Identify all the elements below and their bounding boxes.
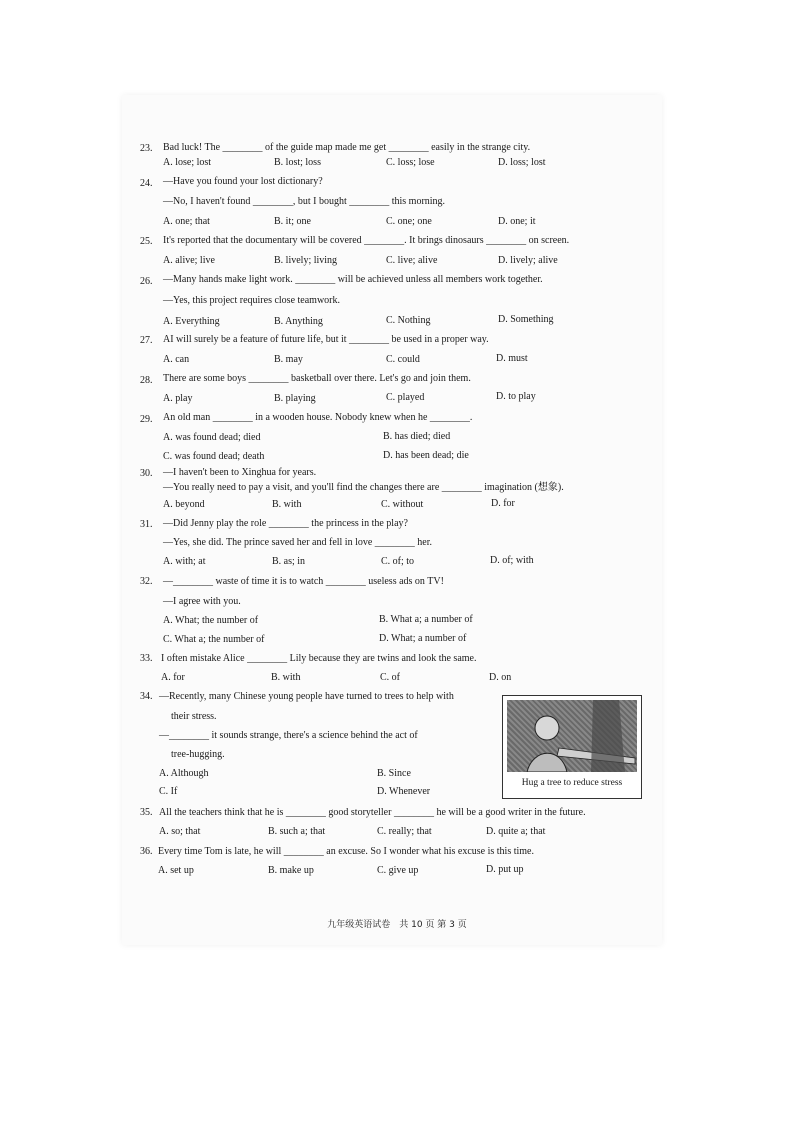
- question-number: 32.: [140, 576, 153, 587]
- question-stem: —Many hands make light work. ________ will be achieved unless all members work together.: [163, 274, 543, 285]
- option-c: C. was found dead; death: [163, 451, 265, 462]
- option-c: C. give up: [377, 865, 419, 876]
- page-footer: 九年级英语试卷 共 10 页 第 3 页: [327, 920, 467, 930]
- option-b: B. playing: [274, 393, 316, 404]
- question-stem: AI will surely be a feature of future life, but it ________ be used in a proper way.: [163, 334, 489, 345]
- option-d: D. quite a; that: [486, 826, 546, 837]
- option-b: B. such a; that: [268, 826, 326, 837]
- question-number: 36.: [140, 846, 153, 857]
- question-number: 27.: [140, 335, 153, 346]
- option-c: C. could: [386, 354, 420, 365]
- option-a: A. Everything: [163, 316, 220, 327]
- option-b: B. make up: [268, 865, 314, 876]
- question-stem-2: —Yes, this project requires close teamwork.: [163, 295, 341, 306]
- question-stem: —________ waste of time it is to watch ________ useless ads on TV!: [163, 576, 444, 587]
- option-d: D. Something: [498, 314, 554, 325]
- option-a: A. Although: [159, 768, 209, 779]
- question-number: 29.: [140, 414, 153, 425]
- question-stem-2: —Yes, she did. The prince saved her and fell in love ________ her.: [163, 537, 433, 548]
- option-b: B. has died; died: [383, 431, 451, 442]
- figure-caption: Hug a tree to reduce stress: [521, 778, 623, 788]
- option-b: B. Since: [377, 768, 411, 779]
- question-number: 26.: [140, 276, 153, 287]
- option-d: D. of; with: [490, 555, 534, 566]
- option-c: C. without: [381, 499, 424, 510]
- option-c: C. Nothing: [386, 315, 431, 326]
- question-stem: —Recently, many Chinese young people have turned to trees to help with: [159, 691, 454, 702]
- question-stem-2: —________ it sounds strange, there's a science behind the act of: [159, 730, 418, 741]
- question-number: 24.: [140, 178, 153, 189]
- option-b: B. lively; living: [274, 255, 338, 266]
- option-a: A. with; at: [163, 556, 206, 567]
- option-d: D. to play: [496, 391, 536, 402]
- option-a: A. What; the number of: [163, 615, 259, 626]
- question-stem: Bad luck! The ________ of the guide map made me get ________ easily in the strange city.: [163, 142, 531, 153]
- option-a: A. set up: [158, 865, 194, 876]
- question-stem: An old man ________ in a wooden house. Nobody knew when he ________.: [163, 412, 473, 423]
- option-a: A. alive; live: [163, 255, 215, 266]
- option-a: A. lose; lost: [163, 157, 212, 168]
- tree-hug-figure: [502, 695, 642, 799]
- option-c: C. What a; the number of: [163, 634, 265, 645]
- option-d: D. Whenever: [377, 786, 431, 797]
- option-c: C. of; to: [381, 556, 415, 567]
- option-d: D. put up: [486, 864, 524, 875]
- question-stem: It's reported that the documentary will be covered ________. It brings dinosaurs ________ on screen.: [163, 235, 570, 246]
- question-number: 23.: [140, 143, 153, 154]
- question-stem-2: —You really need to pay a visit, and you'll find the changes there are ________ imagination (想象).: [163, 482, 564, 493]
- option-c: C. really; that: [377, 826, 432, 837]
- tree-hug-photo: [507, 700, 637, 772]
- question-number: 25.: [140, 236, 153, 247]
- option-d: D. lively; alive: [498, 255, 558, 266]
- question-stem: —Did Jenny play the role ________ the princess in the play?: [163, 518, 408, 529]
- option-a: A. so; that: [159, 826, 201, 837]
- question-stem-2: —No, I haven't found ________, but I bought ________ this morning.: [163, 196, 446, 207]
- option-c: C. played: [386, 392, 425, 403]
- option-b: B. may: [274, 354, 303, 365]
- question-number: 34.: [140, 691, 153, 702]
- question-stem: I often mistake Alice ________ Lily because they are twins and look the same.: [161, 653, 477, 664]
- question-stem: There are some boys ________ basketball over there. Let's go and join them.: [163, 373, 471, 384]
- option-d: D. What; a number of: [379, 633, 467, 644]
- question-number: 28.: [140, 375, 153, 386]
- question-stem: All the teachers think that he is ________ good storyteller ________ he will be a good writer in the future.: [159, 807, 586, 818]
- option-a: A. play: [163, 393, 193, 404]
- question-stem-2-cont: tree-hugging.: [171, 749, 225, 760]
- question-number: 30.: [140, 468, 153, 479]
- question-stem-2: —I agree with you.: [163, 596, 241, 607]
- option-b: B. as; in: [272, 556, 306, 567]
- question-number: 33.: [140, 653, 153, 664]
- option-a: A. can: [163, 354, 190, 365]
- option-d: D. has been dead; die: [383, 450, 469, 461]
- option-d: D. one; it: [498, 216, 536, 227]
- option-b: B. it; one: [274, 216, 311, 227]
- option-d: D. for: [491, 498, 515, 509]
- option-a: A. was found dead; died: [163, 432, 261, 443]
- question-stem: —I haven't been to Xinghua for years.: [163, 467, 317, 478]
- option-d: D. loss; lost: [498, 157, 546, 168]
- option-c: C. one; one: [386, 216, 432, 227]
- option-b: B. with: [272, 499, 302, 510]
- question-stem: Every time Tom is late, he will ________ an excuse. So I wonder what his excuse is this time.: [158, 846, 534, 857]
- option-d: D. on: [489, 672, 512, 683]
- option-c: C. loss; lose: [386, 157, 435, 168]
- question-number: 31.: [140, 519, 153, 530]
- question-stem-cont: their stress.: [171, 711, 217, 722]
- option-b: B. Anything: [274, 316, 323, 327]
- option-a: A. beyond: [163, 499, 205, 510]
- option-a: A. one; that: [163, 216, 210, 227]
- option-b: B. with: [271, 672, 301, 683]
- option-a: A. for: [161, 672, 185, 683]
- option-c: C. live; alive: [386, 255, 438, 266]
- question-stem: —Have you found your lost dictionary?: [163, 176, 323, 187]
- option-d: D. must: [496, 353, 528, 364]
- option-b: B. lost; loss: [274, 157, 321, 168]
- question-number: 35.: [140, 807, 153, 818]
- person-hugging-tree-icon: [507, 700, 637, 772]
- option-b: B. What a; a number of: [379, 614, 473, 625]
- option-c: C. If: [159, 786, 178, 797]
- option-c: C. of: [380, 672, 400, 683]
